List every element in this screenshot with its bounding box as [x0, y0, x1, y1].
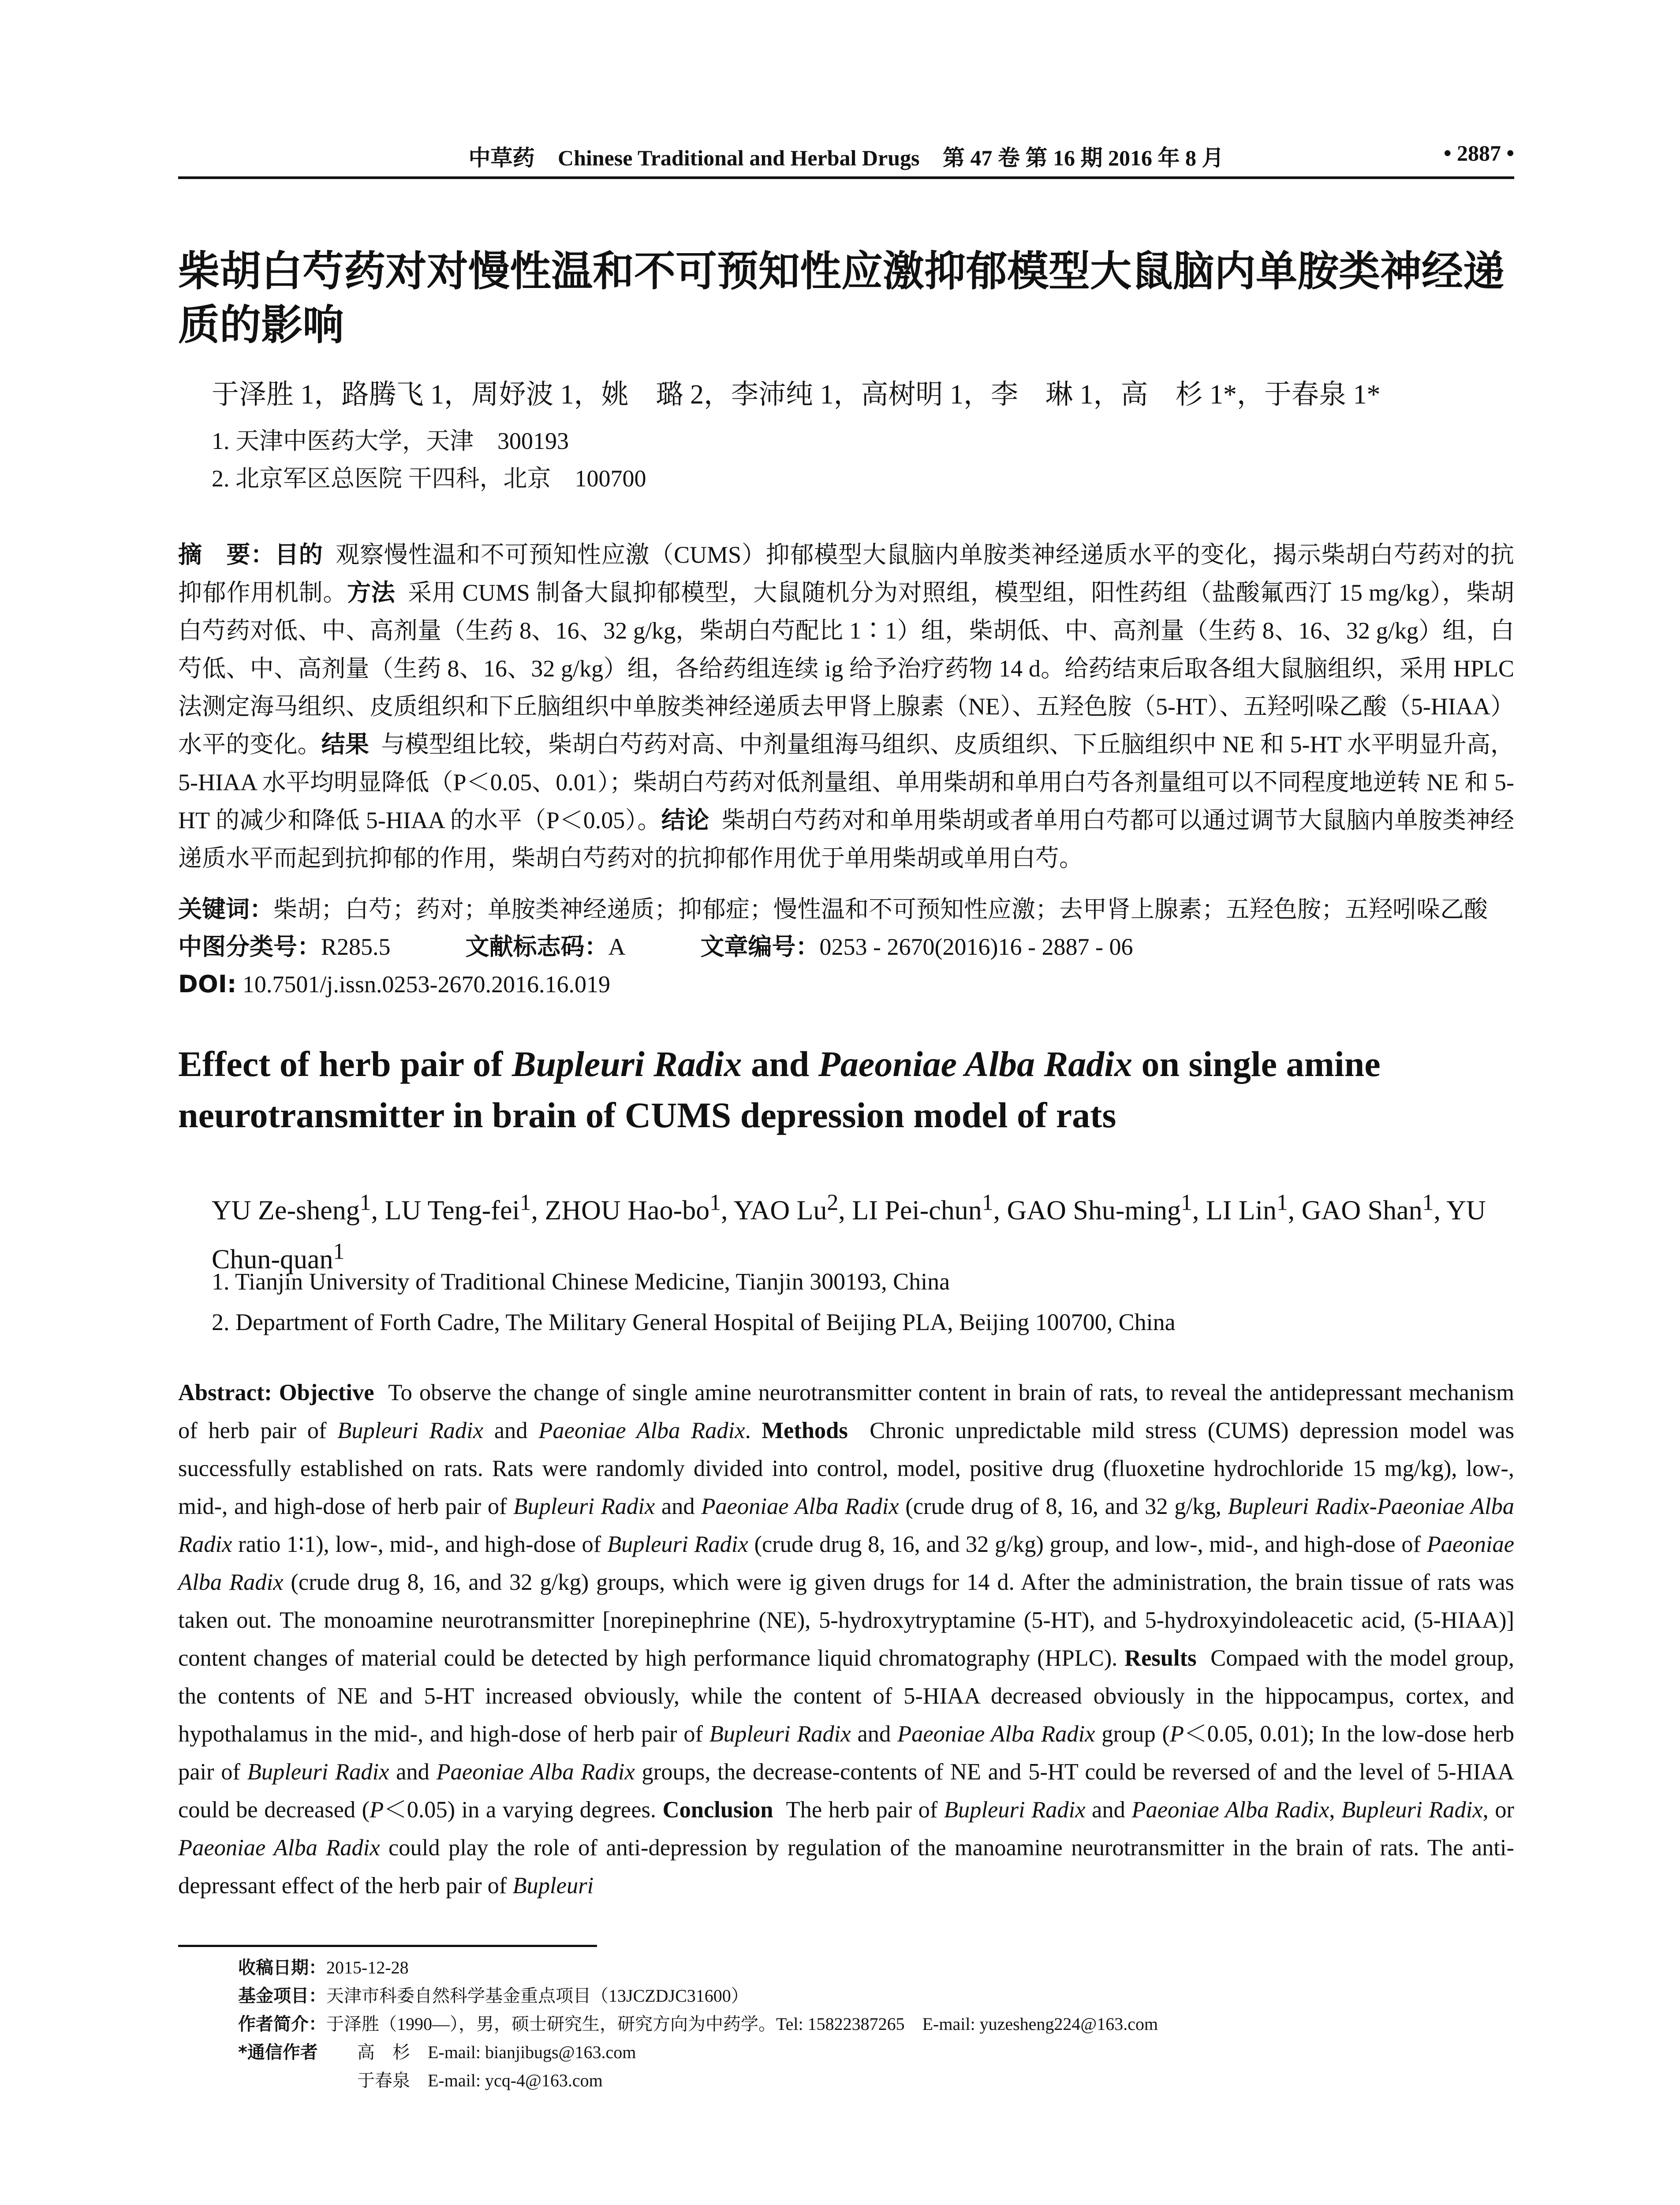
- author-en-name: LI Lin: [1206, 1195, 1277, 1226]
- abstract-cn-results: 与模型组比较，柴胡白芍药对高、中剂量组海马组织、皮质组织、下丘脑组织中 NE 和 5-HT 水平明显升高，5-HIAA 水平均明显降低（P＜0.05、0.01）；柴胡白芍药对低剂量组、单用柴胡和单用白芍各剂量组可以不同程度地逆转 NE 和 5-HT 的减少和降低 5-HIAA 的水平（P＜0.05）。: [178, 731, 1515, 833]
- abstract-en-objective-label: Objective: [279, 1380, 374, 1405]
- footnote-value: 天津市科委自然科学基金重点项目（13JCZDJC31600）: [326, 1986, 749, 2006]
- abstract-cn-conclusion-label: 结论: [661, 806, 709, 834]
- abstract-en-text: The herb pair of: [786, 1797, 944, 1823]
- abstract-en-italic: Bupleuri Radix: [247, 1759, 389, 1785]
- abstract-en-text: .: [745, 1418, 751, 1443]
- running-header: [178, 140, 1514, 179]
- title-en-text: and: [742, 1044, 818, 1084]
- author-en-name: LI Pei-chun: [852, 1195, 982, 1226]
- abstract-en-text: and: [483, 1418, 539, 1443]
- abstract-en-text: groups, the decrease-contents of NE and 5-HT could be reversed of and the level of 5-HIAA could be decreased (: [178, 1759, 1514, 1823]
- abstract-cn-conclusion: 柴胡白芍药对和单用柴胡或者单用白芍都可以通过调节大鼠脑内单胺类神经递质水平而起到抗抑郁的作用，柴胡白芍药对的抗抑郁作用优于单用柴胡或单用白芍。: [178, 807, 1515, 871]
- abstract-en: [178, 1374, 1514, 1905]
- header-rule: [178, 176, 1514, 179]
- clc-value: R285.5: [321, 934, 391, 960]
- abstract-en-italic: Bupleuri Radix: [709, 1721, 851, 1747]
- keywords-cn-label: 关键词：: [178, 895, 273, 923]
- footnote-value: 2015-12-28: [326, 1958, 409, 1977]
- title-en-italic: Paeoniae Alba Radix: [818, 1044, 1132, 1084]
- footnote-value: 于春泉 E-mail: ycq-4@163.com: [357, 2070, 603, 2090]
- article-number-value: 0253 - 2670(2016)16 - 2887 - 06: [819, 934, 1133, 960]
- author-en: [545, 1190, 721, 1226]
- journal-issue: 第 47 卷 第 16 期 2016 年 8 月: [942, 146, 1224, 170]
- footnote-value: 高 杉 E-mail: bianjibugs@163.com: [357, 2042, 636, 2062]
- doi-line: [178, 968, 1514, 1001]
- authors-cn: 于泽胜 1，路腾飞 1，周妤波 1，姚 璐 2，李沛纯 1，高树明 1，李 琳 1，高 杉 1*，于春泉 1*: [212, 380, 1381, 410]
- abstract-en-text: ＜0.05, 0.01); In the low-dose herb pair of: [178, 1721, 1514, 1785]
- abstract-en-text: could play the role of anti-depression by regulation of the manoamine neurotransmitter in the brain of rats. The anti-depressant effect of the herb pair of: [178, 1835, 1514, 1899]
- abstract-en-text: , or: [1482, 1797, 1515, 1823]
- title-en: [178, 1039, 1514, 1141]
- author-en-sup: 1: [1181, 1190, 1192, 1215]
- footnote-label: 作者简介：: [238, 2014, 326, 2034]
- abstract-en-methods-label: Methods: [762, 1418, 848, 1443]
- abstract-en-text: Chronic unpredictable mild stress (CUMS) depression model was successfully established on rats. Rats were randomly divided into control, model, positive drug (fluoxetine hydrochloride 15 mg/kg), low-, mid-, and high-dose of herb pair of: [178, 1418, 1515, 1519]
- author-en-name: ZHOU Hao-bo: [545, 1195, 710, 1226]
- author-en: [212, 1190, 371, 1226]
- affiliation-en-2: 2. Department of Forth Cadre, The Military General Hospital of Beijing PLA, Beijing 100700, China: [212, 1309, 1176, 1335]
- author-en-name: GAO Shu-ming: [1007, 1195, 1181, 1226]
- author-en: [1301, 1190, 1434, 1226]
- article-number-label: 文章编号：: [700, 933, 820, 960]
- author-en-sup: 1: [1422, 1190, 1434, 1215]
- classification-line: [178, 931, 1514, 963]
- footnote-label: 基金项目：: [238, 1986, 326, 2006]
- author-en-sup: 1: [519, 1190, 531, 1215]
- abstract-en-italic: Paeoniae Alba Radix: [178, 1532, 1514, 1595]
- abstract-en-results-label: Results: [1124, 1645, 1197, 1671]
- author-en-name: YU Ze-sheng: [212, 1195, 360, 1226]
- title-en-text: on single amine neurotransmitter in brain of CUMS depression model of rats: [178, 1044, 1381, 1135]
- abstract-en-italic: Paeoniae Alba Radix: [436, 1759, 635, 1785]
- footnote-value: 于泽胜（1990—），男，硕士研究生，研究方向为中药学。Tel: 15822387265 E-mail: yuzesheng224@163.com: [326, 2014, 1158, 2034]
- author-en: [385, 1190, 531, 1226]
- abstract-en-italic: Bupleuri: [512, 1873, 594, 1899]
- title-cn: 柴胡白芍药对对慢性温和不可预知性应激抑郁模型大鼠脑内单胺类神经递质的影响: [178, 247, 1505, 349]
- abstract-cn: [178, 536, 1514, 877]
- abstract-en-text: ,: [1329, 1797, 1341, 1823]
- journal-name-en: Chinese Traditional and Herbal Drugs: [558, 146, 920, 170]
- abstract-en-text: group (: [1095, 1721, 1170, 1747]
- affiliation-cn-1: 1. 天津中医药大学，天津 300193: [212, 428, 569, 454]
- footnote-author: [238, 2010, 1561, 2038]
- doc-code-value: A: [608, 934, 626, 960]
- abstract-en-italic: Bupleuri Radix: [337, 1418, 484, 1443]
- author-en-sup: 1: [709, 1190, 721, 1215]
- abstract-en-italic: Paeoniae Alba Radix: [1131, 1797, 1329, 1823]
- abstract-en-text: and: [851, 1721, 898, 1747]
- keywords-cn: [178, 893, 1514, 926]
- clc-label: 中图分类号：: [178, 933, 321, 960]
- abstract-cn-results-label: 结果: [321, 730, 370, 758]
- author-en-name: LU Teng-fei: [385, 1195, 520, 1226]
- abstract-cn-methods-label: 方法: [347, 579, 396, 606]
- abstract-en-italic: Paeoniae Alba Radix: [701, 1494, 899, 1519]
- doi-value: 10.7501/j.issn.0253-2670.2016.16.019: [242, 971, 610, 998]
- abstract-en-italic: Paeoniae Alba Radix: [178, 1835, 380, 1861]
- footnote-label: *通信作者: [238, 2042, 318, 2063]
- affiliation-en-1: 1. Tianjin University of Traditional Chinese Medicine, Tianjin 300193, China: [212, 1268, 950, 1295]
- doc-code-label: 文献标志码：: [465, 933, 609, 960]
- footnote-corresponding-2: [238, 2067, 1561, 2095]
- abstract-en-italic: Paeoniae Alba Radix: [538, 1418, 745, 1443]
- abstract-en-text: (crude drug of 8, 16, and 32 g/kg,: [899, 1494, 1228, 1519]
- abstract-en-italic: Bupleuri Radix: [607, 1532, 748, 1557]
- title-en-text: Effect of herb pair of: [178, 1044, 512, 1084]
- author-en: [852, 1190, 993, 1226]
- footnote-fund: [238, 1982, 1561, 2010]
- abstract-en-text: and: [1085, 1797, 1132, 1823]
- author-en: [733, 1190, 839, 1226]
- abstract-en-italic: Bupleuri Radix: [1341, 1797, 1483, 1823]
- author-en: [1206, 1190, 1288, 1226]
- abstract-en-text: ratio 1∶1), low-, mid-, and high-dose of: [232, 1532, 607, 1557]
- abstract-en-italic: P: [1170, 1721, 1184, 1747]
- author-en-sup: 1: [982, 1190, 993, 1215]
- author-en-sup: 1: [1276, 1190, 1288, 1215]
- footnote-label: 收稿日期：: [238, 1958, 326, 1978]
- author-en-sup: 1: [333, 1239, 345, 1264]
- abstract-en-italic: Bupleuri Radix: [513, 1494, 655, 1519]
- abstract-en-text: (crude drug 8, 16, and 32 g/kg) group, and low-, mid-, and high-dose of: [748, 1532, 1427, 1557]
- header-journal-line: [178, 140, 1514, 172]
- affiliation-cn-2: 2. 北京军区总医院 干四科，北京 100700: [212, 465, 646, 492]
- page-number: • 2887 •: [1443, 141, 1514, 165]
- footnote-received: [238, 1954, 1561, 1982]
- author-en-sup: 1: [359, 1190, 371, 1215]
- abstract-en-italic: Paeoniae Alba Radix: [897, 1721, 1095, 1747]
- abstract-en-text: Compaed with the model group, the contents of NE and 5-HT increased obviously, while the content of 5-HIAA decreased obviously in the hippocampus, cortex, and hypothalamus in the mid-, and high-dose of herb pair of: [178, 1645, 1515, 1747]
- author-en-name: YAO Lu: [733, 1195, 827, 1226]
- abstract-en-text: ＜0.05) in a varying degrees.: [384, 1797, 657, 1823]
- journal-name-cn: 中草药: [468, 146, 535, 170]
- footnote-rule: [178, 1945, 597, 1947]
- abstract-en-label: Abstract:: [178, 1380, 272, 1405]
- abstract-cn-label: 摘 要：: [178, 541, 275, 568]
- abstract-en-conclusion-label: Conclusion: [662, 1797, 773, 1823]
- authors-en: YU Ze-sheng$^1$, LU Teng-fei$^1$, ZHOU Hao-$bo^1$, YAO Lu$^2$, LI Pei-chun$^1$, GAO Shu-ming$^1$, LI Lin$^1$, GAO Shan$^1$, YU Chun-quan$^1$: [212, 1190, 1486, 1275]
- abstract-en-text: and: [655, 1494, 702, 1519]
- abstract-cn-objective-label: 目的: [275, 541, 323, 568]
- author-en: [1007, 1190, 1192, 1226]
- author-en-sup: 2: [827, 1190, 839, 1215]
- abstract-en-text: (crude drug 8, 16, and 32 g/kg) groups, which were ig given drugs for 14 d. After the administration, the brain tissue of rats was taken out. The monoamine neurotransmitter [norepinephrine (NE), 5-hydroxytryptamine (5-HT), and 5-hydroxyindoleacetic acid, (5-HIAA)] content changes of material could be detected by high performance liquid chromatography (HPLC).: [178, 1570, 1514, 1671]
- abstract-en-text: and: [389, 1759, 437, 1785]
- doi-label: DOI:: [178, 970, 237, 998]
- abstract-en-italic: Bupleuri Radix: [944, 1797, 1086, 1823]
- author-en-name: YU Chun-quan: [212, 1195, 1486, 1275]
- abstract-en-italic: Bupleuri Radix-Paeoniae Alba Radix: [178, 1494, 1514, 1557]
- keywords-cn-value: 柴胡；白芍；药对；单胺类神经递质；抑郁症；慢性温和不可预知性应激；去甲肾上腺素；五羟色胺；五羟吲哚乙酸: [273, 896, 1488, 923]
- author-en-name: GAO Shan: [1301, 1195, 1422, 1226]
- title-en-italic: Bupleuri Radix: [511, 1044, 742, 1084]
- abstract-cn-methods: 采用 CUMS 制备大鼠抑郁模型，大鼠随机分为对照组，模型组，阳性药组（盐酸氟西汀 15 mg/kg），柴胡白芍药对低、中、高剂量（生药 8、16、32 g/kg，柴胡白芍配比 1∶1）组，柴胡低、中、高剂量（生药 8、16、32 g/kg）组，白芍低、中、高剂量（生药 8、16、32 g/kg）组，各给药组连续 ig 给予治疗药物 14 d。给药结束后取各组大鼠脑组织，采用 HPLC 法测定海马组织、皮质组织和下丘脑组织中单胺类神经递质去甲肾上腺素（NE）、五羟色胺（5-HT）、五羟吲哚乙酸（5-HIAA）水平的变化。: [178, 579, 1515, 758]
- abstract-en-italic: P: [370, 1797, 384, 1823]
- abstract-cn-objective: 观察慢性温和不可预知性应激（CUMS）抑郁模型大鼠脑内单胺类神经递质水平的变化，揭示柴胡白芍药对的抗抑郁作用机制。: [178, 542, 1515, 606]
- abstract-en-text: To observe the change of single amine neurotransmitter content in brain of rats, to reveal the antidepressant mechanism of herb pair of: [178, 1380, 1514, 1443]
- footnote-corresponding: [238, 2038, 1561, 2067]
